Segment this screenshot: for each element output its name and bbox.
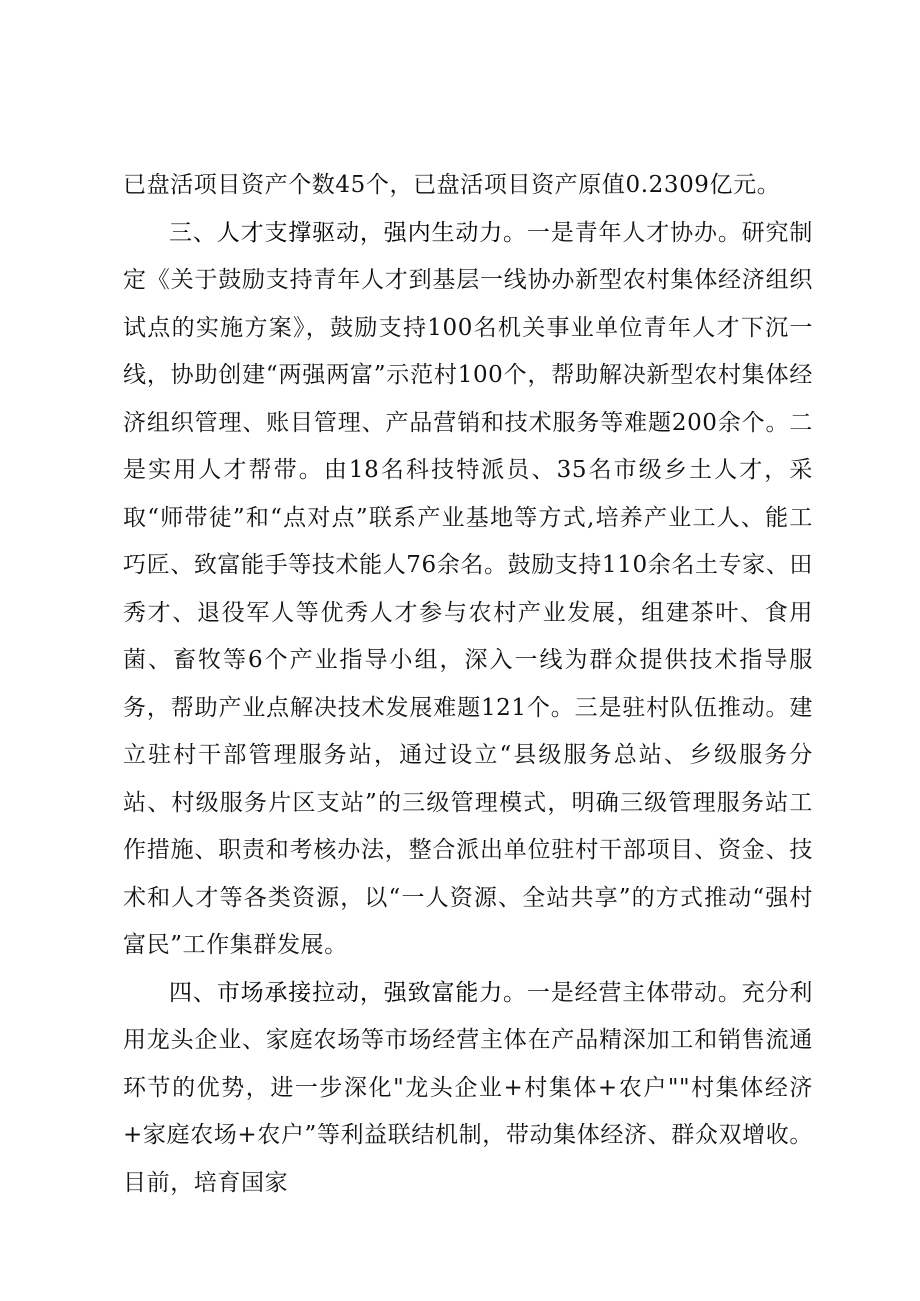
paragraph-text: 一是青年人才协办。研究制定《关于鼓励支持青年人才到基层一线协办新型农村集体经济组织试点的实施方案》，鼓励支持100名机关事业单位青年人才下沉一线，协助创建“两强两富”示范村100个，帮助解决新型农村集体经济组织管理、账目管理、产品营销和技术服务等难题200余个。二是实用人才帮带。由18名科技特派员、35名市级乡土人才，采取“师带徒”和“点对点”联系产业基地等方式,培养产业工人、能工巧匠、致富能手等技术能人76余名。鼓励支持110余名土专家、田秀才、退役军人等优秀人才参与农村产业发展，组建茶叶、食用菌、畜牧等6个产业指导小组，深入一线为群众提供技术指导服务，帮助产业点解决技术发展难题121个。三是驻村队伍推动。建立驻村干部管理服务站，通过设立“县级服务总站、乡级服务分站、村级服务片区支站”的三级管理模式，明确三级管理服务站工作措施、职责和考核办法，整合派出单位驻村干部项目、资金、技术和人才等各类资源，以“一人资源、全站共享”的方式推动“强村富民”工作集群发展。 — [123, 219, 813, 958]
paragraph-market-undertaking — [123, 970, 813, 1208]
paragraph-text: 已盘活项目资产个数45个，已盘活项目资产原值0.2309亿元。 — [123, 172, 781, 198]
paragraph-asset-summary — [123, 162, 813, 210]
paragraph-talent-support — [123, 210, 813, 970]
section-heading-market: 四、市场承接拉动，强致富能力。 — [169, 979, 527, 1006]
paragraph-text: 一是经营主体带动。充分利用龙头企业、家庭农场等市场经营主体在产品精深加工和销售流通环节的优势，进一步深化"龙头企业+村集体+农户""村集体经济+家庭农场+农户”等利益联结机制，带动集体经济、群众双增收。目前，培育国家 — [123, 979, 813, 1196]
document-body — [123, 162, 813, 1207]
section-heading-talent: 三、人才支撑驱动，强内生动力。 — [169, 219, 527, 246]
